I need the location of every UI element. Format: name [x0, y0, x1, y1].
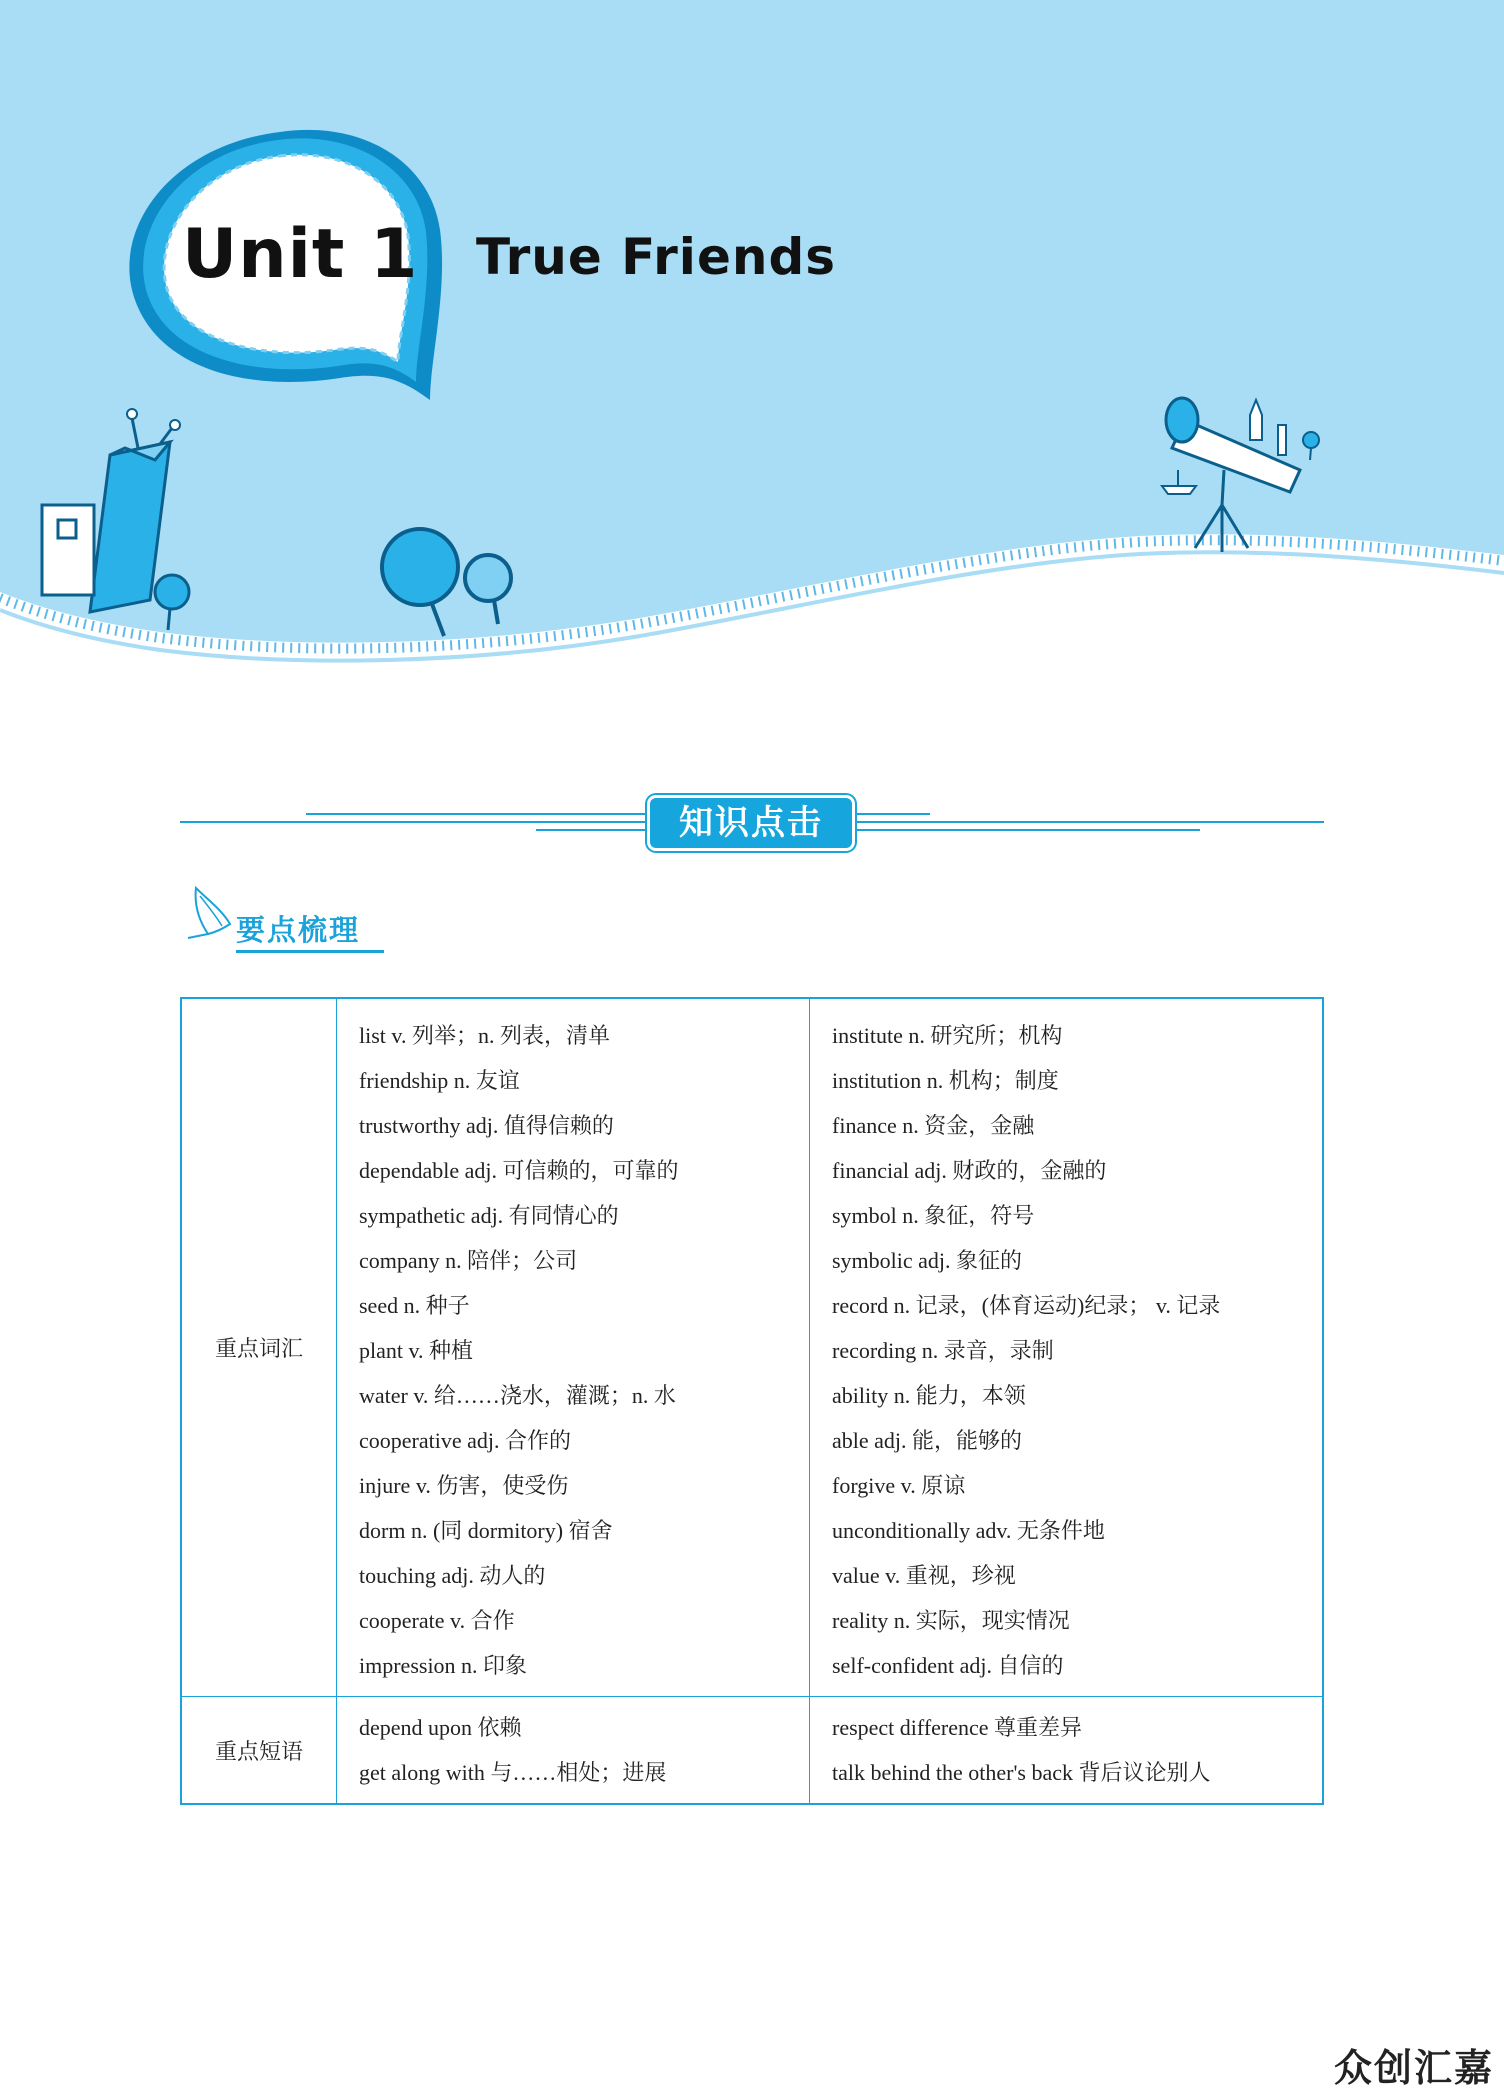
table-row-phrases	[181, 1697, 1323, 1805]
list-item: sympathetic adj. 有同情心的	[359, 1203, 619, 1228]
list-item: ability n. 能力，本领	[832, 1383, 1026, 1408]
list-item: value v. 重视，珍视	[832, 1563, 1016, 1588]
watermark: 众创汇嘉	[1333, 2046, 1494, 2090]
list-item: seed n. 种子	[359, 1293, 470, 1318]
list-item: institution n. 机构；制度	[832, 1068, 1059, 1093]
list-item: reality n. 实际，现实情况	[832, 1608, 1070, 1633]
table-row-vocabulary	[181, 998, 1323, 1697]
list-item: forgive v. 原谅	[832, 1473, 966, 1498]
list-item: symbol n. 象征，符号	[832, 1203, 1035, 1228]
list-item: injure v. 伤害，使受伤	[359, 1473, 569, 1498]
list-item: dependable adj. 可信赖的，可靠的	[359, 1158, 679, 1183]
list-item: company n. 陪伴；公司	[359, 1248, 578, 1273]
phrase-column-right	[810, 1697, 1324, 1805]
list-item: able adj. 能，能够的	[832, 1428, 1023, 1453]
list-item: plant v. 种植	[359, 1338, 474, 1363]
unit-number: Unit 1	[182, 215, 419, 294]
vocab-column-left	[337, 998, 810, 1697]
list-item: talk behind the other's back 背后议论别人	[832, 1760, 1211, 1785]
list-item: dorm n. (同 dormitory) 宿舍	[359, 1518, 613, 1543]
list-item: get along with 与……相处；进展	[359, 1760, 667, 1785]
list-item: unconditionally adv. 无条件地	[832, 1518, 1105, 1543]
list-item: impression n. 印象	[359, 1653, 528, 1678]
subheading: 要点梳理	[236, 913, 361, 947]
list-item: list v. 列举；n. 列表，清单	[359, 1023, 610, 1048]
category-cell: 重点词汇	[181, 998, 337, 1697]
list-item: friendship n. 友谊	[359, 1068, 520, 1093]
list-item: cooperative adj. 合作的	[359, 1428, 571, 1453]
list-item: institute n. 研究所；机构	[832, 1023, 1063, 1048]
vocab-column-right	[810, 998, 1324, 1697]
header-banner	[0, 0, 1504, 700]
list-item: finance n. 资金，金融	[832, 1113, 1035, 1138]
list-item: respect difference 尊重差异	[832, 1715, 1083, 1740]
list-item: water v. 给……浇水，灌溉；n. 水	[359, 1383, 676, 1408]
phrase-column-left	[337, 1697, 810, 1805]
list-item: self-confident adj. 自信的	[832, 1653, 1064, 1678]
vocabulary-table	[180, 997, 1324, 1805]
list-item: recording n. 录音，录制	[832, 1338, 1054, 1363]
page-title: True Friends	[476, 228, 836, 286]
list-item: record n. 记录，(体育运动)纪录； v. 记录	[832, 1293, 1221, 1318]
list-item: touching adj. 动人的	[359, 1563, 546, 1588]
list-item: trustworthy adj. 值得信赖的	[359, 1113, 614, 1138]
section-label: 知识点击	[650, 798, 852, 848]
list-item: cooperate v. 合作	[359, 1608, 515, 1633]
list-item: depend upon 依赖	[359, 1715, 522, 1740]
category-cell: 重点短语	[181, 1697, 337, 1805]
subheading-underline	[236, 950, 384, 953]
list-item: symbolic adj. 象征的	[832, 1248, 1023, 1273]
list-item: financial adj. 财政的，金融的	[832, 1158, 1107, 1183]
